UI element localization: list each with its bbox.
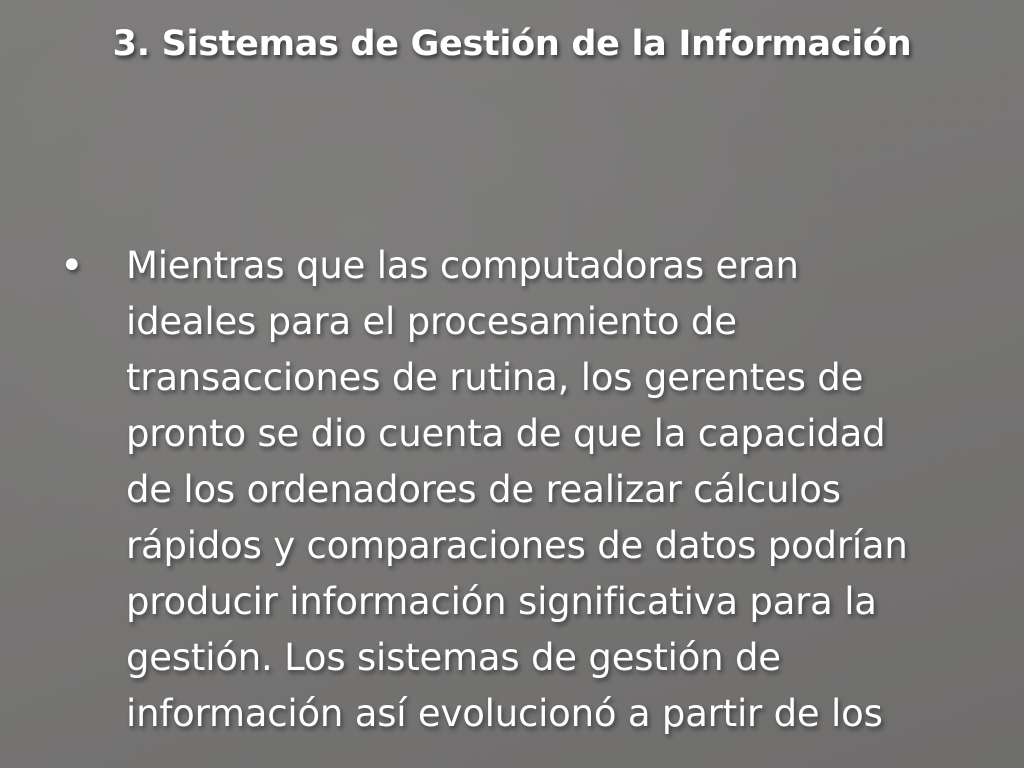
bullet-paragraph: Mientras que las computadoras eran ideales para el procesamiento de transacciones de rutina, los gerentes de pronto se dio cuenta de que la capacidad de los ordenadores de realizar cálculos rápidos y comparaciones de datos podrían producir información significativa para la gestión. Los sistemas de gestión de información así evolucionó a partir de los (126, 244, 908, 735)
slide-title: 3. Sistemas de Gestión de la Información (112, 24, 912, 64)
slide-body (60, 238, 965, 742)
bullet-marker-icon: • (60, 243, 84, 289)
